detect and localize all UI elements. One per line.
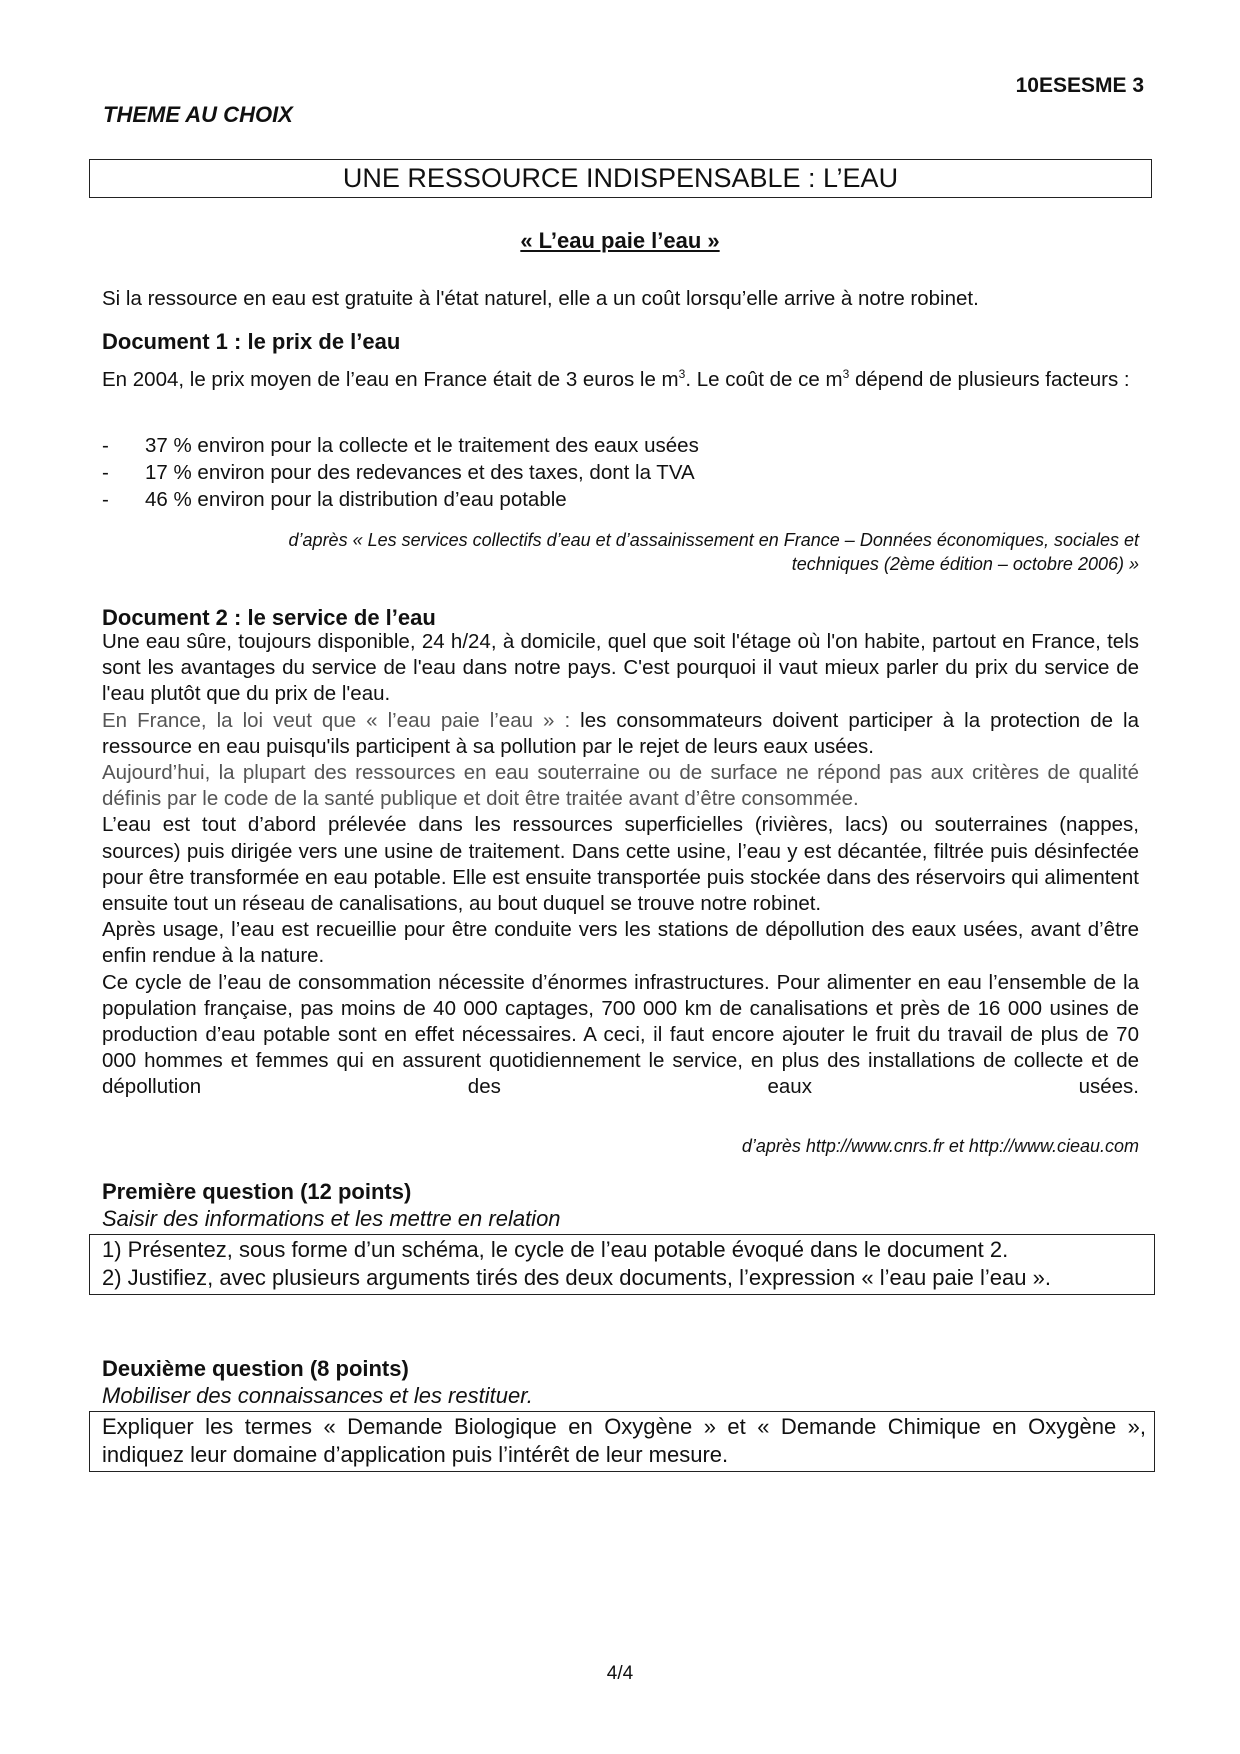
list-item: - 17 % environ pour des redevances et des taxes, dont la TVA: [102, 461, 695, 484]
doc2-source: d’après http://www.cnrs.fr et http://www.cieau.com: [741, 1136, 1139, 1156]
subtitle: « L’eau paie l’eau »: [520, 228, 720, 253]
doc1-paragraph: En 2004, le prix moyen de l’eau en France était de 3 euros le $m^3$. Le coût de ce $m^3$ dépend de plusieurs facteurs :: [102, 367, 1130, 391]
q1-heading: Première question (12 points): [102, 1179, 412, 1204]
q1-subtitle: Saisir des informations et les mettre en relation: [102, 1206, 561, 1231]
theme-label: THEME AU CHOIX: [103, 102, 293, 127]
doc2-paragraph: En France, la loi veut que « l’eau paie l’eau » : les consommateurs doivent participer à la protection de la ressource en eau puisqu'ils participent à sa pollution par le rejet de leurs eaux usées.: [102, 708, 1139, 758]
doc2-paragraph: L’eau est tout d’abord prélevée dans les ressources superficielles (rivières, lacs) ou souterraines (nappes, sources) puis dirigée vers une usine de traitement. Dans cette usine, l’eau y est décantée, filtrée puis désinfectée pour être transformée en eau potable. Elle est ensuite transportée puis stockée dans des réservoirs qui alimentent ensuite tout un réseau de canalisations, au bout duquel se trouve notre robinet.: [102, 813, 1139, 916]
q1-line-1: 1) Présentez, sous forme d’un schéma, le cycle de l’eau potable évoqué dans le document 2.: [102, 1237, 1009, 1262]
doc1-list: [102, 432, 699, 513]
intro-text: Si la ressource en eau est gratuite à l'état naturel, elle a un coût lorsqu’elle arrive à notre robinet.: [102, 287, 979, 310]
document-code: 10ESESME 3: [1015, 74, 1144, 97]
doc2-paragraph: Aujourd’hui, la plupart des ressources en eau souterraine ou de surface ne répond pas aux critères de qualité définis par le code de la santé publique et doit être traitée avant d’être consommée.: [102, 761, 1139, 811]
list-item: - 37 % environ pour la collecte et le traitement des eaux usées: [102, 434, 699, 457]
doc2-paragraph: Une eau sûre, toujours disponible, 24 h/24, à domicile, quel que soit l'étage où l'on habite, partout en France, tels sont les avantages du service de l'eau dans notre pays. C'est pourquoi il vaut mieux parler du prix du service de l'eau plutôt que du prix de l'eau.: [102, 630, 1139, 706]
doc2-body: [102, 629, 1139, 1101]
doc1-source: d’après « Les services collectifs d’eau et d’assainissement en France – Données économiques, sociales et techniques (2ème édition – octobre 2006) »: [288, 530, 1139, 574]
page-title: UNE RESSOURCE INDISPENSABLE : L’EAU: [89, 159, 1152, 198]
doc2-heading: Document 2 : le service de l’eau: [102, 605, 436, 630]
q2-heading: Deuxième question (8 points): [102, 1356, 409, 1381]
list-item: - 46 % environ pour la distribution d’eau potable: [102, 488, 567, 511]
doc2-paragraph: Après usage, l’eau est recueillie pour être conduite vers les stations de dépollution des eaux usées, avant d’être enfin rendue à la nature.: [102, 918, 1139, 968]
page-number: 4/4: [606, 1663, 634, 1684]
q1-line-2: 2) Justifiez, avec plusieurs arguments tirés des deux documents, l’expression « l’eau paie l’eau ».: [102, 1265, 1051, 1290]
q2-box: Expliquer les termes « Demande Biologique en Oxygène » et « Demande Chimique en Oxygène », indiquez leur domaine d’application puis l’intérêt de leur mesure.: [89, 1411, 1155, 1472]
doc1-heading: Document 1 : le prix de l’eau: [102, 329, 401, 354]
doc2-paragraph: Ce cycle de l’eau de consommation nécessite d’énormes infrastructures. Pour alimenter en eau l’ensemble de la population française, pas moins de 40 000 captages, 700 000 km de canalisations et près de 16 000 usines de production d’eau potable sont en effet nécessaires. A ceci, il faut encore ajouter le fruit du travail de plus de 70 000 hommes et femmes qui en assurent quotidiennement le service, en plus des installations de collecte et de dépollution des eaux usées.: [102, 970, 1139, 1099]
q2-subtitle: Mobiliser des connaissances et les restituer.: [102, 1383, 533, 1408]
q1-box: [89, 1234, 1155, 1295]
